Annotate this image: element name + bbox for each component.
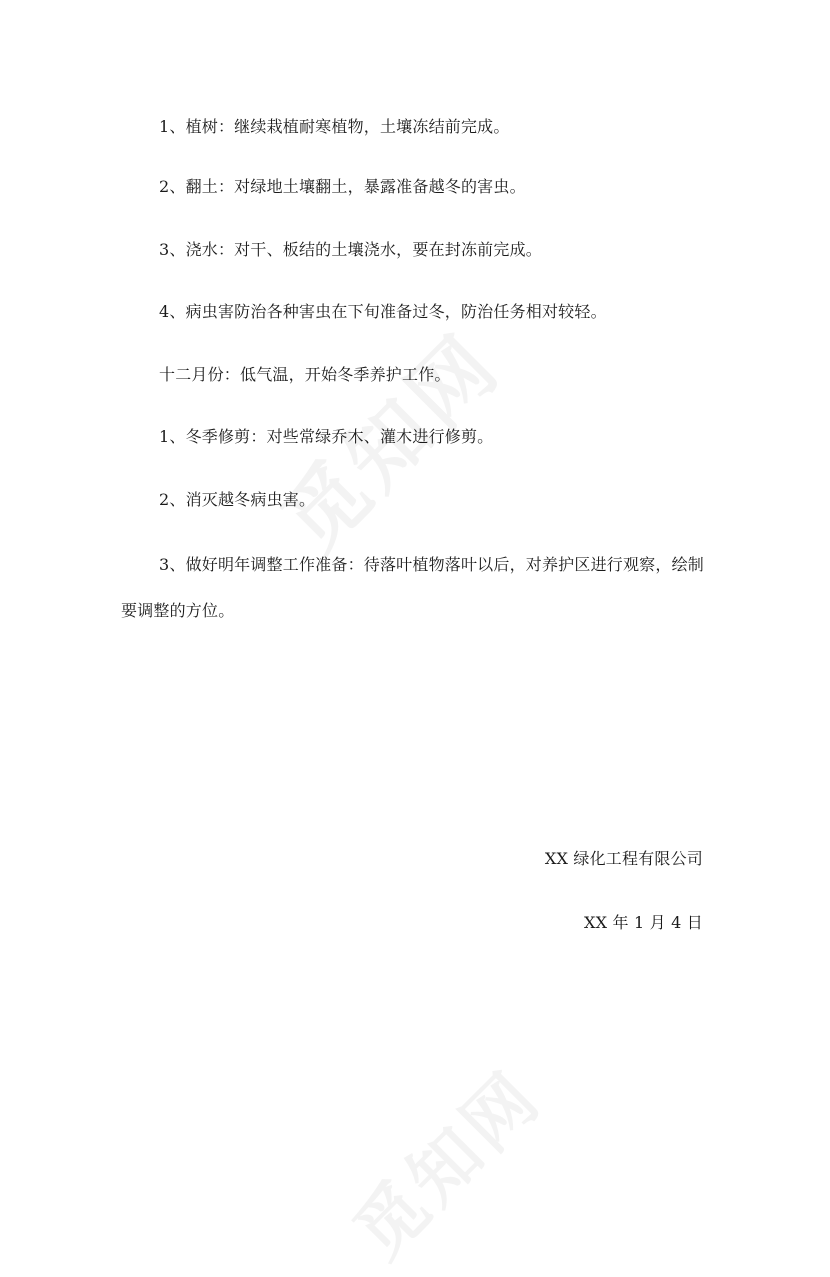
paragraph-tilling: 2、翻土：对绿地土壤翻土，暴露准备越冬的害虫。 — [159, 177, 526, 196]
paragraph-winter-pruning: 1、冬季修剪：对些常绿乔木、灌木进行修剪。 — [159, 427, 494, 446]
paragraph-pest-control: 4、病虫害防治各种害虫在下旬准备过冬，防治任务相对较轻。 — [159, 302, 607, 321]
paragraph-december-heading: 十二月份：低气温，开始冬季养护工作。 — [159, 365, 451, 384]
paragraph-watering: 3、浇水：对干、板结的土壤浇水，要在封冻前完成。 — [159, 240, 542, 259]
paragraph-planting: 1、植树：继续栽植耐寒植物，土壤冻结前完成。 — [159, 117, 510, 136]
signature-company: XX 绿化工程有限公司 — [544, 849, 703, 868]
watermark-bottom — [328, 1044, 561, 1277]
paragraph-next-year-prep: 3、做好明年调整工作准备：待落叶植物落叶以后，对养护区进行观察，绘制要调整的方位。 — [121, 555, 704, 620]
paragraph-eliminate-pests: 2、消灭越冬病虫害。 — [159, 490, 316, 509]
signature-date: XX 年 1 月 4 日 — [584, 913, 703, 932]
